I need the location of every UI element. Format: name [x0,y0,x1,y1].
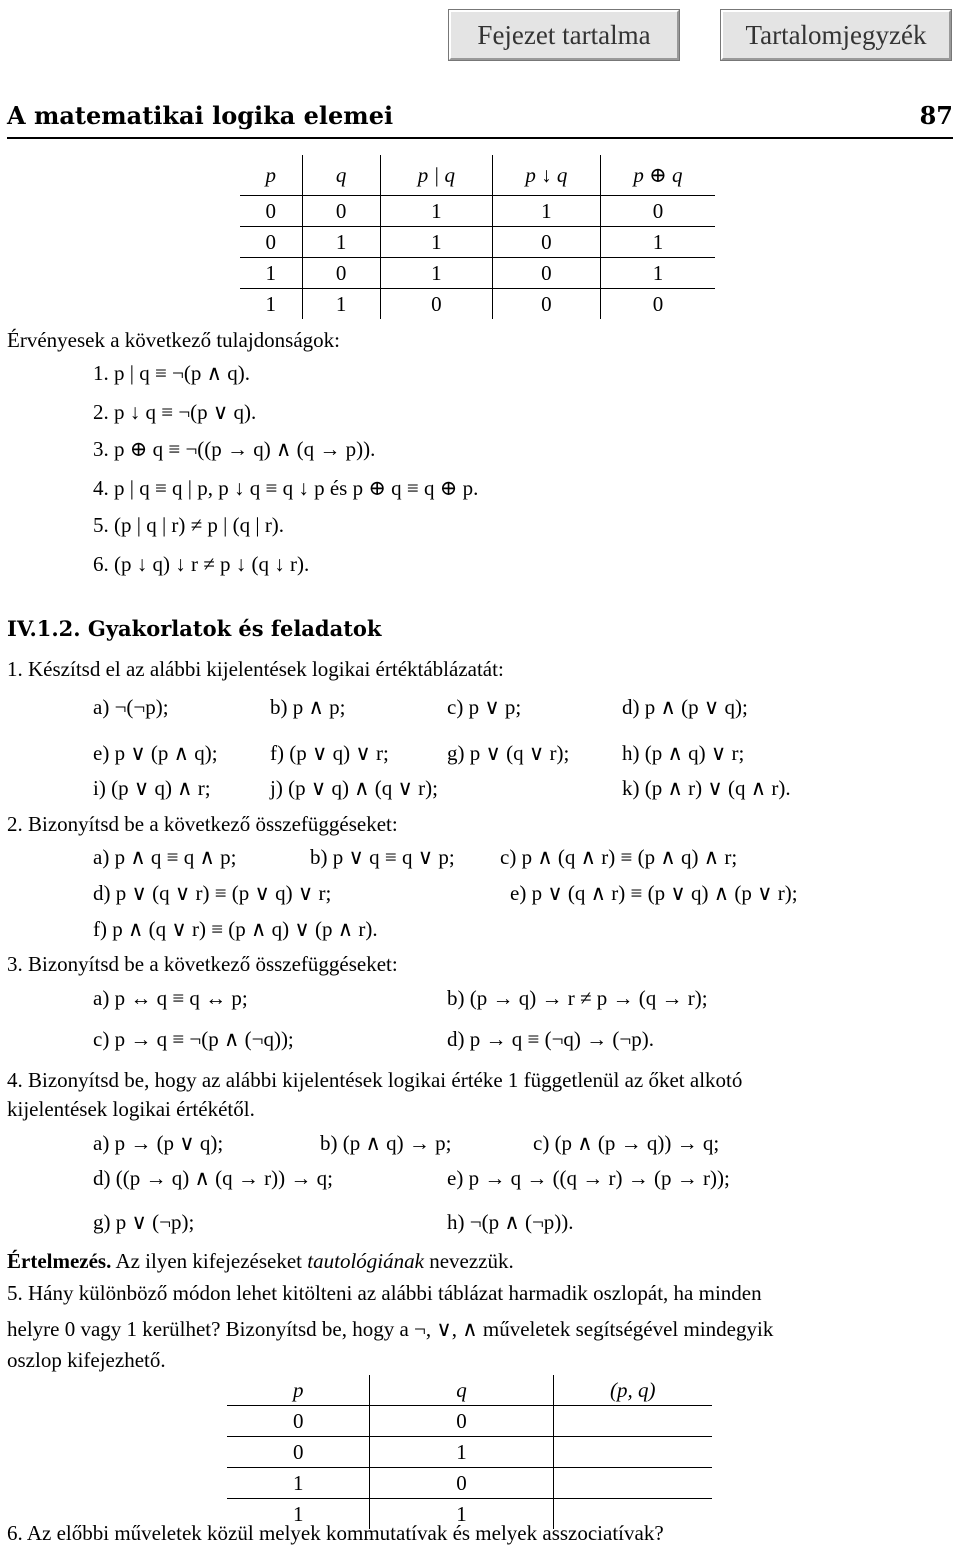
exercise-2-item: d) p ∨ (q ∨ r) ≡ (p ∨ q) ∨ r; [93,881,332,905]
interpretation-text: Az ilyen kifejezéseket [111,1249,308,1273]
table-cell: 1 [370,1437,553,1468]
property-item: 1. p | q ≡ ¬(p ∧ q). [93,361,250,385]
truth-table-1 [240,155,715,319]
table-header-row [227,1375,712,1406]
exercise-1-text: 1. Készítsd el az alábbi kijelentések logikai értéktáblázatát: [7,657,504,681]
table-cell: 0 [370,1468,553,1499]
table-header-row [240,155,715,196]
exercise-3-item: a) p ↔ q ≡ q ↔ p; [93,986,248,1010]
exercise-4-item: a) p → (p ∨ q); [93,1131,224,1155]
exercise-2-text: 2. Bizonyítsd be a következő összefüggéseket: [7,812,398,836]
exercise-5-line: 5. Hány különböző módon lehet kitölteni az alábbi táblázat harmadik oszlopát, ha minden [7,1281,762,1305]
table-header-cell: p ⊕ q [600,155,715,196]
table-cell: 1 [240,258,302,289]
table-header-cell: p [292,1377,304,1402]
exercise-3-item: d) p → q ≡ (¬q) → (¬p). [447,1027,654,1051]
exercise-1-item: e) p ∨ (p ∧ q); [93,741,218,765]
exercise-4-item: g) p ∨ (¬p); [93,1210,195,1234]
table-cell [553,1437,712,1468]
table-of-contents-button[interactable]: Tartalomjegyzék [721,10,951,60]
table-header-cell: q [302,155,380,196]
table-cell: 0 [302,196,380,227]
table-cell: 1 [600,258,715,289]
table-header-cell: (p, q) [553,1375,712,1406]
exercise-1-item: k) (p ∧ r) ∨ (q ∧ r). [622,776,791,800]
section-title: IV.1.2. Gyakorlatok és feladatok [7,616,382,641]
exercise-4-text: 4. Bizonyítsd be, hogy az alábbi kijelentések logikai értéke 1 függetlenül az őket alkotó [7,1068,743,1092]
exercise-5-line: helyre 0 vagy 1 kerülhet? Bizonyítsd be, hogy a ¬, ∨, ∧ műveletek segítségével mindegyik [7,1317,774,1341]
property-item: 5. (p | q | r) ≠ p | (q | r). [93,513,285,537]
exercise-5-line: oszlop kifejezhető. [7,1348,166,1372]
exercise-6-text: 6. Az előbbi műveletek közül melyek kommutatívak és melyek asszociatívak? [7,1521,664,1545]
properties-intro: Érvényesek a következő tulajdonságok: [7,328,340,352]
table-cell [553,1468,712,1499]
table-cell: 0 [370,1406,553,1437]
exercise-4-item: c) (p ∧ (p → q)) → q; [533,1131,720,1155]
exercise-4-item: d) ((p → q) ∧ (q → r)) → q; [93,1166,333,1190]
table-cell [553,1406,712,1437]
table-cell: 1 [302,289,380,320]
page-header [7,101,953,139]
table-cell: 0 [600,196,715,227]
page-title: A matematikai logika elemei [7,101,394,130]
table-cell: 0 [227,1406,370,1437]
table-header-cell: q [370,1375,553,1406]
table-header-cell: p [265,162,276,187]
exercise-3-text: 3. Bizonyítsd be a következő összefüggéseket: [7,952,398,976]
table-cell: 1 [492,196,600,227]
exercise-2-item: e) p ∨ (q ∧ r) ≡ (p ∨ q) ∧ (p ∨ r); [510,881,798,905]
table-cell: 0 [302,258,380,289]
exercise-1-item: h) (p ∧ q) ∨ r; [622,741,745,765]
exercise-2-item: b) p ∨ q ≡ q ∨ p; [310,845,455,869]
table-header-cell: p ↓ q [492,155,600,196]
table-row [240,258,715,289]
exercise-3-item: c) p → q ≡ ¬(p ∧ (¬q)); [93,1027,294,1051]
interpretation-note [7,1249,514,1273]
table-row [227,1406,712,1437]
table-cell: 1 [380,227,492,258]
table-row [227,1437,712,1468]
exercise-1-item: g) p ∨ (q ∨ r); [447,741,570,765]
table-cell: 0 [492,227,600,258]
table-cell: 1 [302,227,380,258]
interpretation-label: Értelmezés. [7,1249,112,1273]
exercise-2-item: c) p ∧ (q ∧ r) ≡ (p ∧ q) ∧ r; [500,845,738,869]
table-cell: 0 [600,289,715,320]
table-row [240,289,715,320]
exercise-2-item: f) p ∧ (q ∨ r) ≡ (p ∧ q) ∨ (p ∧ r). [93,917,378,941]
table-cell: 0 [380,289,492,320]
table-row [240,196,715,227]
page-number: 87 [919,101,953,130]
table-cell: 1 [240,289,302,320]
exercise-1-item: d) p ∧ (p ∨ q); [622,695,748,719]
property-item: 3. p ⊕ q ≡ ¬((p → q) ∧ (q → p)). [93,437,376,461]
table-cell: 1 [227,1499,370,1530]
interpretation-term: tautológiának [307,1249,424,1273]
table-row [240,227,715,258]
interpretation-text-end: nevezzük. [423,1249,514,1273]
exercise-1-item: j) (p ∨ q) ∧ (q ∨ r); [270,776,438,800]
exercise-4-text-continued: kijelentések logikai értékétől. [7,1097,255,1121]
property-item: 4. p | q ≡ q | p, p ↓ q ≡ q ↓ p és p ⊕ q ≡ q ⊕ p. [93,476,479,500]
table-cell: 0 [227,1437,370,1468]
exercise-1-item: f) (p ∨ q) ∨ r; [270,741,389,765]
table-row [227,1468,712,1499]
truth-table-2 [227,1375,712,1529]
table-cell: 1 [380,196,492,227]
exercise-1-item: a) ¬(¬p); [93,695,169,719]
exercise-1-item: i) (p ∨ q) ∧ r; [93,776,211,800]
table-cell: 0 [492,289,600,320]
exercise-4-item: e) p → q → ((q → r) → (p → r)); [447,1166,730,1190]
chapter-contents-button[interactable]: Fejezet tartalma [449,10,679,60]
property-item: 6. (p ↓ q) ↓ r ≠ p ↓ (q ↓ r). [93,552,310,576]
exercise-1-item: b) p ∧ p; [270,695,346,719]
table-cell: 0 [240,227,302,258]
exercise-4-item: h) ¬(p ∧ (¬p)). [447,1210,574,1234]
table-cell: 1 [227,1468,370,1499]
table-header-cell: p | q [380,155,492,196]
exercise-4-item: b) (p ∧ q) → p; [320,1131,452,1155]
table-cell: 1 [370,1499,553,1530]
table-cell: 0 [492,258,600,289]
exercise-2-item: a) p ∧ q ≡ q ∧ p; [93,845,237,869]
table-cell: 0 [240,196,302,227]
table-cell: 1 [600,227,715,258]
table-cell: 1 [380,258,492,289]
exercise-3-item: b) (p → q) → r ≠ p → (q → r); [447,986,708,1010]
property-item: 2. p ↓ q ≡ ¬(p ∨ q). [93,400,257,424]
exercise-1-item: c) p ∨ p; [447,695,522,719]
